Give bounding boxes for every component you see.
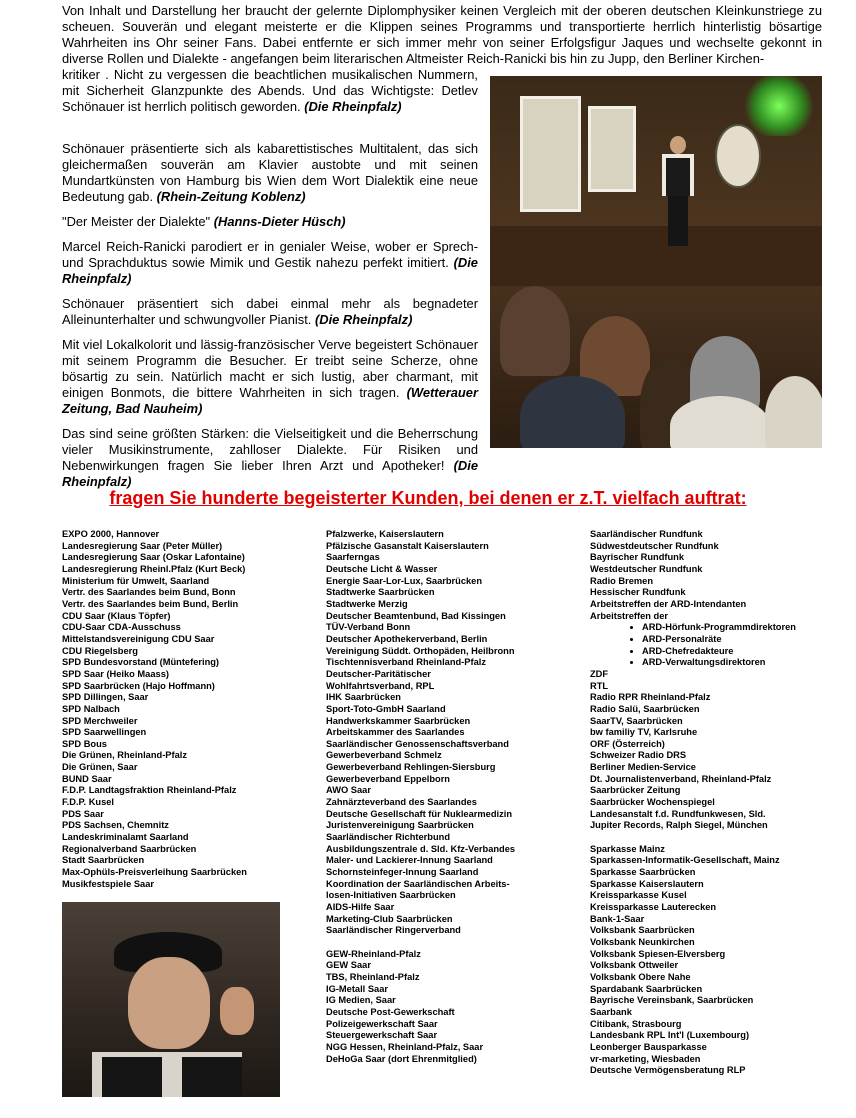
client-item: Mittelstandsvereinigung CDU Saar: [62, 633, 215, 644]
client-item: PDS Sachsen, Chemnitz: [62, 820, 169, 831]
client-item: Volksbank Neunkirchen: [590, 936, 695, 947]
client-item: IG Medien, Saar: [326, 995, 396, 1006]
intro-paragraph: Von Inhalt und Darstellung her braucht der gelernte Diplomphysiker keinen Vergleich mit der oberen deutschen Kleinkunstriege zu scheuen. Souverän und elegant meisterte er die Klippen seines Programms und transportierte herrlich hinterlistig bösartige Wahrheiten ins Ohr seiner Fans. Dabei entfernte er sich immer mehr von seiner Erfolgsfigur Jaques und wechselte gekonnt in diverse Rollen und Dialekte - angefangen beim literarischen Altmeister Reich-Ranicki bis hin zu Jupp, den Berliner Kirchen-: [62, 3, 822, 66]
client-item: Kreissparkasse Kusel: [590, 890, 687, 901]
window-pane: [520, 96, 581, 212]
client-item: SPD Nalbach: [62, 703, 120, 714]
quote-source: (Hanns-Dieter Hüsch): [213, 214, 346, 229]
client-item: RTL: [590, 680, 609, 691]
press-quote: [62, 337, 478, 417]
audience-member: [520, 376, 625, 448]
client-item: Volksbank Spiesen-Elversberg: [590, 948, 726, 959]
press-quote: [62, 426, 478, 490]
stage-light: [744, 76, 814, 136]
client-item: Musikfestspiele Saar: [62, 878, 154, 889]
client-item: Deutsche Post-Gewerkschaft: [326, 1006, 455, 1017]
client-item: Volksbank Saarbrücken: [590, 925, 695, 936]
client-item: SPD Saar (Heiko Maass): [62, 668, 169, 679]
client-item: Saarländischer Rundfunk: [590, 529, 703, 539]
client-item: Deutsche Licht & Wasser: [326, 563, 438, 574]
client-item: BUND Saar: [62, 773, 112, 784]
client-item: Gewerbeverband Schmelz: [326, 750, 442, 761]
client-item: SPD Merchweiler: [62, 715, 138, 726]
ard-bullet-list: [590, 622, 830, 669]
client-item: losen-Initiativen Saarbrücken: [326, 890, 456, 901]
quote-source: (Die Rheinpfalz): [62, 458, 478, 489]
client-item: Jupiter Records, Ralph Siegel, München: [590, 820, 768, 831]
client-item: Westdeutscher Rundfunk: [590, 563, 703, 574]
client-item: F.D.P. Landtagsfraktion Rheinland-Pfalz: [62, 785, 237, 796]
client-item: Stadt Saarbrücken: [62, 855, 145, 866]
client-item: Die Grünen, Saar: [62, 762, 138, 773]
client-item: Energie Saar-Lor-Lux, Saarbrücken: [326, 575, 483, 586]
client-item: Kreissparkasse Lauterecken: [590, 901, 717, 912]
client-item: Saarferngas: [326, 552, 380, 563]
stage-floor: [490, 226, 822, 286]
face: [128, 957, 210, 1049]
quote-source: (Wetterauer Zeitung, Bad Nauheim): [62, 385, 478, 416]
client-item: DeHoGa Saar (dort Ehrenmitglied): [326, 1053, 477, 1064]
client-item: Sparkassen-Informatik-Gesellschaft, Mainz: [590, 855, 780, 866]
client-item: Spardabank Saarbrücken: [590, 983, 703, 994]
client-item: PDS Saar: [62, 808, 104, 819]
client-item: SPD Saarbrücken (Hajo Hoffmann): [62, 680, 215, 691]
client-item: Radio RPR Rheinland-Pfalz: [590, 692, 711, 703]
client-item: Zahnärzteverband des Saarlandes: [326, 797, 477, 808]
client-item: Landesbank RPL Int'l (Luxembourg): [590, 1030, 750, 1041]
client-item: Landeskriminalamt Saarland: [62, 832, 189, 843]
vest: [102, 1057, 162, 1097]
client-item: Radio Salü, Saarbrücken: [590, 703, 700, 714]
client-item: Maler- und Lackierer-Innung Saarland: [326, 855, 493, 866]
client-item: • ARD-Chefredakteure: [642, 646, 830, 658]
client-item: Saarbrücker Zeitung: [590, 785, 681, 796]
client-item: Saarländischer Richterbund: [326, 832, 450, 843]
client-item: SPD Bundesvorstand (Müntefering): [62, 657, 220, 668]
client-item: Saarbrücker Wochenspiegel: [590, 797, 715, 808]
client-item: Handwerkskammer Saarbrücken: [326, 715, 471, 726]
client-item: Arbeitskammer des Saarlandes: [326, 727, 465, 738]
client-item: Dt. Journalistenverband, Rheinland-Pfalz: [590, 773, 772, 784]
audience-member: [765, 376, 822, 448]
client-item: GEW-Rheinland-Pfalz: [326, 948, 421, 959]
client-item: Sparkasse Mainz: [590, 843, 665, 854]
client-item: Regionalverband Saarbrücken: [62, 843, 197, 854]
client-item: Landesanstalt f.d. Rundfunkwesen, Sld.: [590, 808, 766, 819]
client-item: AWO Saar: [326, 785, 371, 796]
client-item: Max-Ophüls-Preisverleihung Saarbrücken: [62, 867, 247, 878]
client-item: CDU Riegelsberg: [62, 645, 138, 656]
client-item: Pfalzwerke, Kaiserslautern: [326, 529, 444, 539]
client-item: Marketing-Club Saarbrücken: [326, 913, 453, 924]
quote-source: (Die Rheinpfalz): [314, 312, 413, 327]
client-item: Stadtwerke Saarbrücken: [326, 587, 435, 598]
client-item: SPD Saarwellingen: [62, 727, 147, 738]
client-item: AIDS-Hilfe Saar: [326, 902, 395, 912]
client-item: Tischtennisverband Rheinland-Pfalz: [326, 657, 486, 668]
client-item: Schweizer Radio DRS: [590, 750, 687, 761]
client-item: Leonberger Bausparkasse: [590, 1041, 707, 1052]
client-item: Sparkasse Saarbrücken: [590, 867, 696, 878]
client-item: Bayrischer Rundfunk: [590, 552, 685, 563]
client-item: Radio Bremen: [590, 575, 654, 586]
client-item: bw familiy TV, Karlsruhe: [590, 727, 698, 738]
client-item: Sparkasse Kaiserslautern: [590, 878, 704, 889]
client-item: Bank-1-Saar: [590, 913, 645, 924]
audience-member: [670, 396, 770, 448]
client-item: Saarländischer Ringerverband: [326, 925, 461, 936]
client-item: ORF (Österreich): [590, 738, 665, 749]
client-item: CDU-Saar CDA-Ausschuss: [62, 622, 181, 633]
press-quote: [62, 296, 478, 328]
client-item: SPD Bous: [62, 738, 107, 749]
client-item: Ministerium für Umwelt, Saarland: [62, 575, 210, 586]
client-item: Deutscher Beamtenbund, Bad Kissingen: [326, 610, 506, 621]
client-item: Südwestdeutscher Rundfunk: [590, 540, 719, 551]
client-item: • ARD-Hörfunk-Programmdirektoren: [642, 622, 830, 634]
client-item: Schornsteinfeger-Innung Saarland: [326, 867, 479, 878]
press-quotes: [62, 67, 478, 499]
client-item: Steuergewerkschaft Saar: [326, 1030, 438, 1041]
client-item: TBS, Rheinland-Pfalz: [326, 971, 420, 982]
client-item: Vertr. des Saarlandes beim Bund, Bonn: [62, 587, 236, 598]
client-item: Sport-Toto-GmbH Saarland: [326, 703, 446, 714]
client-item: IHK Saarbrücken: [326, 692, 401, 703]
client-item: Deutscher-Paritätischer: [326, 668, 431, 679]
press-quote: [62, 67, 478, 115]
client-item: CDU Saar (Klaus Töpfer): [62, 610, 171, 621]
client-list-column-1: [62, 529, 312, 890]
stage-performance-photo: [490, 76, 822, 448]
vest: [182, 1057, 242, 1097]
client-item: ZDF: [590, 668, 609, 679]
client-item: Saarbank: [590, 1006, 632, 1017]
client-list-column-3: [590, 529, 830, 1077]
quote-text: kritiker . Nicht zu vergessen die beachtlichen musikalischen Nummern, mit Sicherheit Glanzpunkte des Abends. Und das Wichtigste: Detlev Schönauer ist herrlich politisch geworden.: [62, 67, 478, 114]
client-item: Gewerbeverband Eppelborn: [326, 773, 450, 784]
client-item: Vertr. des Saarlandes beim Bund, Berlin: [62, 598, 239, 609]
window-pane: [588, 106, 636, 192]
client-item: Vereinigung Süddt. Orthopäden, Heilbronn: [326, 645, 515, 656]
client-item: F.D.P. Kusel: [62, 797, 115, 808]
quote-source: (Rhein-Zeitung Koblenz): [156, 189, 306, 204]
client-item: Landesregierung Rheinl.Pfalz (Kurt Beck): [62, 563, 246, 574]
hand: [220, 987, 254, 1035]
client-item: Ausbildungszentrale d. Sld. Kfz-Verbandes: [326, 843, 516, 854]
quote-source: (Die Rheinpfalz): [304, 99, 402, 114]
client-item: vr-marketing, Wiesbaden: [590, 1053, 701, 1064]
client-item: Wohlfahrtsverband, RPL: [326, 680, 435, 691]
quote-text: "Der Meister der Dialekte": [62, 214, 211, 229]
clients-headline: fragen Sie hunderte begeisterter Kunden, bei denen er z.T. vielfach auftrat:: [109, 488, 747, 508]
intro-section: [62, 3, 822, 67]
client-item: Deutsche Vermögensberatung RLP: [590, 1065, 746, 1076]
client-item: • ARD-Personalräte: [642, 634, 830, 646]
list-spacer: [326, 937, 576, 949]
client-item: IG-Metall Saar: [326, 983, 389, 994]
client-item: Deutscher Apothekerverband, Berlin: [326, 633, 488, 644]
quote-text: Schönauer präsentiert sich dabei einmal mehr als begnadeter Alleinunterhalter und schwungvoller Pianist.: [62, 296, 478, 327]
performer-figure: [658, 136, 698, 246]
client-item: • ARD-Verwaltungsdirektoren: [642, 657, 830, 669]
client-item: EXPO 2000, Hannover: [62, 529, 160, 539]
client-list-column-2: [326, 529, 576, 1065]
client-item: TÜV-Verband Bonn: [326, 622, 411, 633]
client-item: Volksbank Ottweiler: [590, 960, 679, 971]
performer-portrait-photo: [62, 902, 280, 1097]
client-item: Citibank, Strasbourg: [590, 1018, 682, 1029]
client-item: Landesregierung Saar (Oskar Lafontaine): [62, 552, 245, 563]
client-item: Deutsche Gesellschaft für Nuklearmedizin: [326, 808, 512, 819]
quote-text: Marcel Reich-Ranicki parodiert er in genialer Weise, wober er Sprech- und Sprachduktus sowie Mimik und Gestik nahezu perfekt imitiert.: [62, 239, 478, 270]
client-item: Volksbank Obere Nahe: [590, 971, 691, 982]
client-item: Bayrische Vereinsbank, Saarbrücken: [590, 995, 754, 1006]
press-quote: [62, 214, 478, 230]
client-item: NGG Hessen, Rheinland-Pfalz, Saar: [326, 1041, 484, 1052]
press-quote: [62, 141, 478, 205]
client-item: Saarländischer Genossenschaftsverband: [326, 738, 509, 749]
client-item: Die Grünen, Rheinland-Pfalz: [62, 750, 188, 761]
quote-source: (Die Rheinpfalz): [62, 255, 478, 286]
client-item: Landesregierung Saar (Peter Müller): [62, 540, 223, 551]
client-item: Polizeigewerkschaft Saar: [326, 1018, 438, 1029]
client-item: Berliner Medien-Service: [590, 762, 696, 773]
quote-text: Das sind seine größten Stärken: die Vielseitigkeit und die Beherrschung vieler Musikinstrumente, zahlloser Dialekte. Für Risiken und Nebenwirkungen fragen Sie lieber Ihren Arzt und Apotheker!: [62, 426, 478, 473]
client-item: Juristenvereinigung Saarbrücken: [326, 820, 474, 831]
client-item: SaarTV, Saarbrücken: [590, 715, 683, 726]
client-item: GEW Saar: [326, 960, 371, 971]
client-item: Arbeitstreffen der ARD-Intendanten: [590, 598, 747, 609]
client-item: Stadtwerke Merzig: [326, 598, 408, 609]
quote-text: Schönauer präsentierte sich als kabarettistisches Multitalent, das sich gleichermaßen souverän am Klavier austobte und mit seinen Mundartkünsten von Hamburg bis Wien dem Wort Dialektik eine neue Bedeutung gab.: [62, 141, 478, 204]
audience-member: [500, 286, 570, 376]
client-item: Arbeitstreffen der: [590, 610, 669, 621]
press-quote: [62, 239, 478, 287]
client-item: Pfälzische Gasanstalt Kaiserslautern: [326, 540, 489, 551]
client-item: Koordination der Saarländischen Arbeits-: [326, 878, 510, 889]
list-spacer: [590, 832, 830, 844]
client-item: SPD Dillingen, Saar: [62, 692, 149, 703]
client-item: Hessischer Rundfunk: [590, 587, 686, 598]
quote-text: Mit viel Lokalkolorit und lässig-französischer Verve begeistert Schönauer mit seinem Programm die Besucher. Er treibt seine Scherze, ohne bösartig zu sein. Natürlich macht er sich lustig, aber charmant, mit einigen Bonmots, die bittere Wahrheiten in sich tragen.: [62, 337, 478, 400]
client-item: Gewerbeverband Rehlingen-Siersburg: [326, 762, 496, 773]
